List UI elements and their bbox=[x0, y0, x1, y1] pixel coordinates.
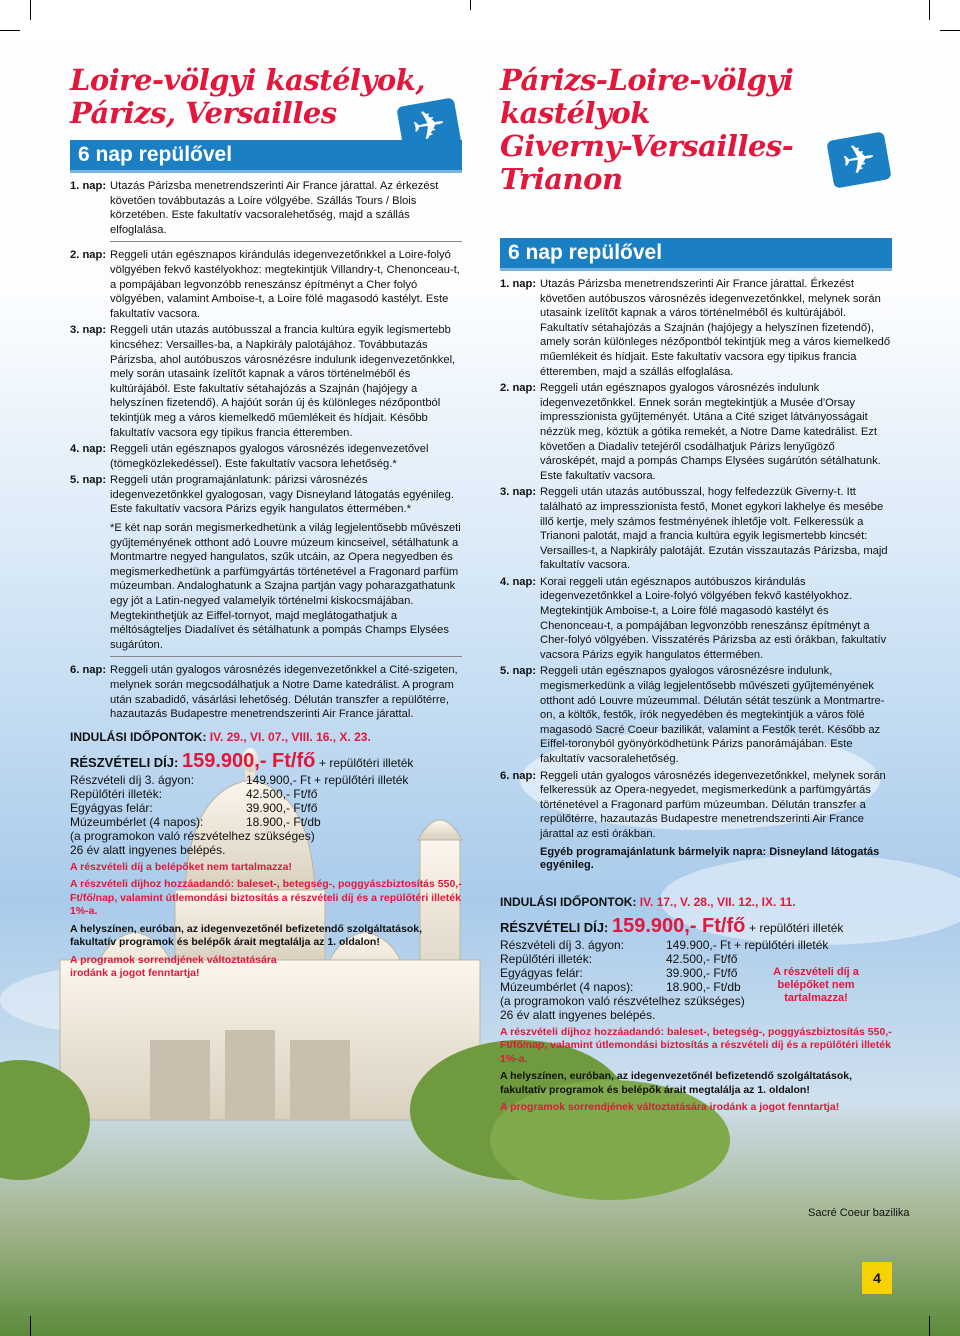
right-day-4: 4. nap: Korai reggeli után egésznapos autóbuszos kirándulás idegenvezetőnkkel a Loire-folyó völgyében fekvő kastélyokhoz. Megtekintjük Amboise-t, a Loire fölé magasodó kastélyt és Chenonceau-t, a pompájában legvonzóbb reneszánsz építményt a Cher-folyó völgyében. Visszatérés Párizsba az esti órákban, fakultatív vacsora Párizs egyik hangulatos éttermében. bbox=[500, 575, 887, 661]
table-row: Egyágyas felár: 39.900,- Ft/fő bbox=[500, 965, 738, 980]
left-day-2: 2. nap: Reggeli után egésznapos kirándulás idegenvezetőnkkel a Loire-folyó völgyében fekvő kastélyokhoz: megtekintjük Villandry-t, Chenonceau-t, a pompájában legvonzóbb reneszánsz építményt a Cher folyó völgyében, valamint Amboise-t, a Loire fölé magasodó kastélyt. Este fakultatív vacsora. bbox=[70, 249, 460, 320]
left-day-1: 1. nap: Utazás Párizsba menetrendszerinti Air France járattal. Az érkezést követően továbbutazás a Loire völgyébe. Szállás Tours / Blois körzetében. Este fakultatív vacsoralehetőség, majd a szállás elfoglalása. bbox=[70, 180, 439, 236]
left-local-payment-notice: A helyszínen, euróban, az idegenvezetőnél befizetendő szolgáltatások, fakultatív programok és belépők árait megtalálja az 1. oldalon! bbox=[70, 922, 423, 949]
right-title-line1: Párizs-Loire-völgyi kastélyok bbox=[500, 63, 794, 130]
right-program-change-notice: A programok sorrendjének változtatására irodánk a jogot fenntartja! bbox=[500, 1101, 840, 1114]
left-entry-notice: A részvételi díj a belépőket nem tartalmazza! bbox=[70, 860, 292, 873]
left-departure-dates: INDULÁSI IDŐPONTOK: IV. 29., VI. 07., VIII. 16., X. 23. bbox=[70, 729, 371, 744]
left-insurance-notice: A részvételi díjhoz hozzáadandó: baleset-, betegség-, poggyászbiztosítás 550,-Ft/fő/nap, valamint útlemondási biztosítás a részvételi díj és a repülőtéri illeték 1%-a. bbox=[70, 878, 462, 918]
left-day-6: 6. nap: Reggeli után gyalogos városnézés idegenvezetőnkkel a Cité-szigeten, melynek során megcsodálhatjuk a Notre Dame katedrálist. A program után szabadidő, vásárlási lehetőség. Délután transzfer a repülőtérre, hazautazás Budapestre menetrendszerinti Air France járattal. bbox=[70, 664, 458, 721]
right-day-6: 6. nap: Reggeli után gyalogos városnézés idegenvezetőnkkel, melynek során felkeressük az Opera-negyedet, megismerkedünk a parfümgyártás történetével a Fragonard parfüm múzeumban. Délután transzfer a repülőtérre, hazautazás Budapestre menetrendszerinti Air France járattal az esti órákban. bbox=[500, 769, 886, 840]
right-entry-notice: A részvételi díj a belépőket nem tartalmazza! bbox=[773, 965, 859, 1004]
right-day-5: 5. nap: Reggeli után egésznapos gyalogos városnézésre indulunk, megismerkedünk a világ legjelentősebb művészeti gyűjteményének otthont adó Louvre múzeummal. Délután sétát teszünk a Montmartre-on, a költők, festők, írók negyedében és megtekintjük a város fölé magasodó Sacré Coeur bazilikát, valamint a Festők terét. Később az Eiffel-toronyból gyönyörködhetünk Párizs panorámájában. Este fakultatív vacsoralehetőség. bbox=[500, 665, 885, 765]
crop-mark bbox=[929, 1316, 930, 1336]
left-duration-bar: 6 nap repülővel bbox=[70, 140, 462, 173]
left-day-4: 4. nap: Reggeli után egésznapos gyalogos városnézés idegenvezetővel (tömegközlekedéssel). Este fakultatív vacsora lehetőség.* bbox=[70, 443, 429, 470]
right-day-3: 3. nap: Reggeli után utazás autóbusszal, hogy felfedezzük Giverny-t. Itt található az impresszionista festő, Monet egykori lakhelye és mesébe illő kertje, mely számos festményének ihletője volt. Felkeressük a Trianoni palotát, majd a francia kultúra egyik legismertebb kincsét: Versailles-t, a Napkirály palotáját. Ezután visszautazás Párizsba, majd fakultatív vacsora. bbox=[500, 486, 888, 572]
left-title-line2: Párizs, Versailles bbox=[70, 96, 337, 130]
left-price-note: (a programokon való részvételhez szükséges) bbox=[70, 828, 315, 843]
table-row: Repülőtéri illeték: 42.500,- Ft/fő bbox=[70, 786, 318, 801]
right-price-note: (a programokon való részvételhez szükséges) bbox=[500, 993, 745, 1008]
right-extra-program: Egyéb programajánlatunk bármelyik napra: Disneyland látogatás egyénileg. bbox=[540, 845, 880, 872]
divider bbox=[110, 656, 462, 657]
right-duration-bar: 6 nap repülővel bbox=[500, 238, 892, 271]
left-day-3: 3. nap: Reggeli után utazás autóbusszal a francia kultúra egyik legismertebb kincséhez: Versailles-ba, a Napkirály palotájához. Továbbutazás Párizsba, ahol autóbuszos városnézésre indulunk idegenvezetőnkkel, mely során utasaink ízelítőt kapnak a város történelméből és kultúrájából. Este fakultatív sétahajózás a Szajnán (hajójegy a helyszínen fizetendő). A hajóút során új és különleges nézőpontból tekintjük meg a város kiemelkedő műemlékeit és hídjait. Később fakultatív vacsora egy tipikus francia étteremben. bbox=[70, 324, 456, 439]
crop-mark bbox=[470, 0, 471, 10]
left-offer bbox=[70, 64, 462, 985]
crop-mark bbox=[940, 30, 960, 31]
table-row: Egyágyas felár: 39.900,- Ft/fő bbox=[70, 800, 318, 815]
right-price: RÉSZVÉTELI DÍJ: 159.900,- Ft/fő + repülőtéri illeték bbox=[500, 914, 844, 937]
right-insurance-notice: A részvételi díjhoz hozzáadandó: baleset-, betegség-, poggyászbiztosítás 550,-Ft/fő/nap, valamint útlemondási biztosítás a részvételi díj és a repülőtéri illeték 1%-a. bbox=[500, 1025, 892, 1065]
left-price-table bbox=[70, 773, 408, 829]
right-title-line2: Giverny-Versailles-Trianon bbox=[500, 129, 794, 196]
airplane-icon: ✈ bbox=[826, 131, 891, 188]
left-note: *E két nap során megismerkedhetünk a világ legjelentősebb művészeti gyűjteményének otthont adó Louvre múzeum kincseivel, sétálhatunk a Montmartre negyed hangulatos, szűk utcáin, az Opera negyedben és megismerkedhetünk a parfümgyártás történetével a Fragonard parfüm múzeumban. Andaloghatunk a Szajna partján vagy poharazgathatunk egy jót a Latin-negyed valamelyik történelmi kiskocsmájában. Megtekinthetjük az Eiffel-tornyot, majd meglátogathatjuk a méltóságteljes Diadalívet és sétálhatunk a pompás Champs Elysées sugárúton. bbox=[110, 522, 461, 651]
table-row: Repülőtéri illeték: 42.500,- Ft/fő bbox=[500, 951, 738, 966]
left-day-5: 5. nap: Reggeli után programajánlatunk: párizsi városnézés idegenvezetőnkkel gyalogosan, vagy Disneyland látogatás egyénileg. Este fakultatív vacsora Párizs egyik hangulatos éttermében.* bbox=[70, 474, 454, 516]
photo-caption: Sacré Coeur bazilika bbox=[808, 1207, 910, 1219]
page-number: 4 bbox=[862, 1262, 892, 1294]
divider bbox=[110, 241, 462, 242]
right-offer bbox=[500, 64, 892, 1119]
table-row: Múzeumbérlet (4 napos): 18.900,- Ft/db bbox=[500, 979, 741, 994]
right-departure-dates: INDULÁSI IDŐPONTOK: IV. 17., V. 28., VII. 12., IX. 11. bbox=[500, 894, 796, 909]
right-local-payment-notice: A helyszínen, euróban, az idegenvezetőnél befizetendő szolgáltatások, fakultatív programok és belépők árait megtalálja az 1. oldalon! bbox=[500, 1070, 853, 1096]
table-row: Részvételi díj 3. ágyon: 149.900,- Ft + repülőtéri illeték bbox=[500, 937, 829, 952]
crop-mark bbox=[30, 0, 31, 20]
right-day-1: 1. nap: Utazás Párizsba menetrendszerinti Air France járattal. Érkezést követően autóbuszos városnézés idegenvezetőnkkel, melynek során utasaink ízelítőt kapnak a város történelméből és kultúrájából. Fakultatív sétahajózás a Szajnán (hajójegy a helyszínen fizetendő), amely során különleges nézőpontból tekintjük meg a város kiemelkedő műemlékeit és hídjait. Este fakultatív vacsora egy tipikus francia étteremben, majd a szállás elfoglalása. bbox=[500, 278, 891, 378]
airplane-icon: ✈ bbox=[396, 97, 461, 154]
crop-mark bbox=[929, 0, 930, 20]
left-price: RÉSZVÉTELI DÍJ: 159.900,- Ft/fő + repülőtéri illeték bbox=[70, 749, 414, 772]
left-youth-note: 26 év alatt ingyenes belépés. bbox=[70, 842, 226, 857]
right-youth-note: 26 év alatt ingyenes belépés. bbox=[500, 1007, 656, 1022]
right-day-2: 2. nap: Reggeli után egésznapos gyalogos városnézés indulunk idegenvezetőnkkel. Ennek során megtekintjük a Musée d'Orsay impresszionista gyűjteményét. Utána a Cité sziget látványosságait nézzük meg, köztük a gótika remekét, a Notre Dame katedrálist. Ezt követően a Diadalív tetejéről csodálhatjuk Párizs lenyűgöző városképét, majd a pompás Champs Elysées sugárútón sétálhatunk. Este fakultatív vacsora. bbox=[500, 382, 881, 482]
table-row: Múzeumbérlet (4 napos): 18.900,- Ft/db bbox=[70, 814, 321, 829]
left-program-change-notice: A programok sorrendjének változtatására irodánk a jogot fenntartja! bbox=[70, 953, 277, 980]
crop-mark bbox=[30, 1316, 31, 1336]
left-title-line1: Loire-völgyi kastélyok, bbox=[70, 63, 425, 97]
table-row: Részvételi díj 3. ágyon: 149.900,- Ft + repülőtéri illeték bbox=[70, 772, 409, 787]
crop-mark bbox=[0, 30, 20, 31]
